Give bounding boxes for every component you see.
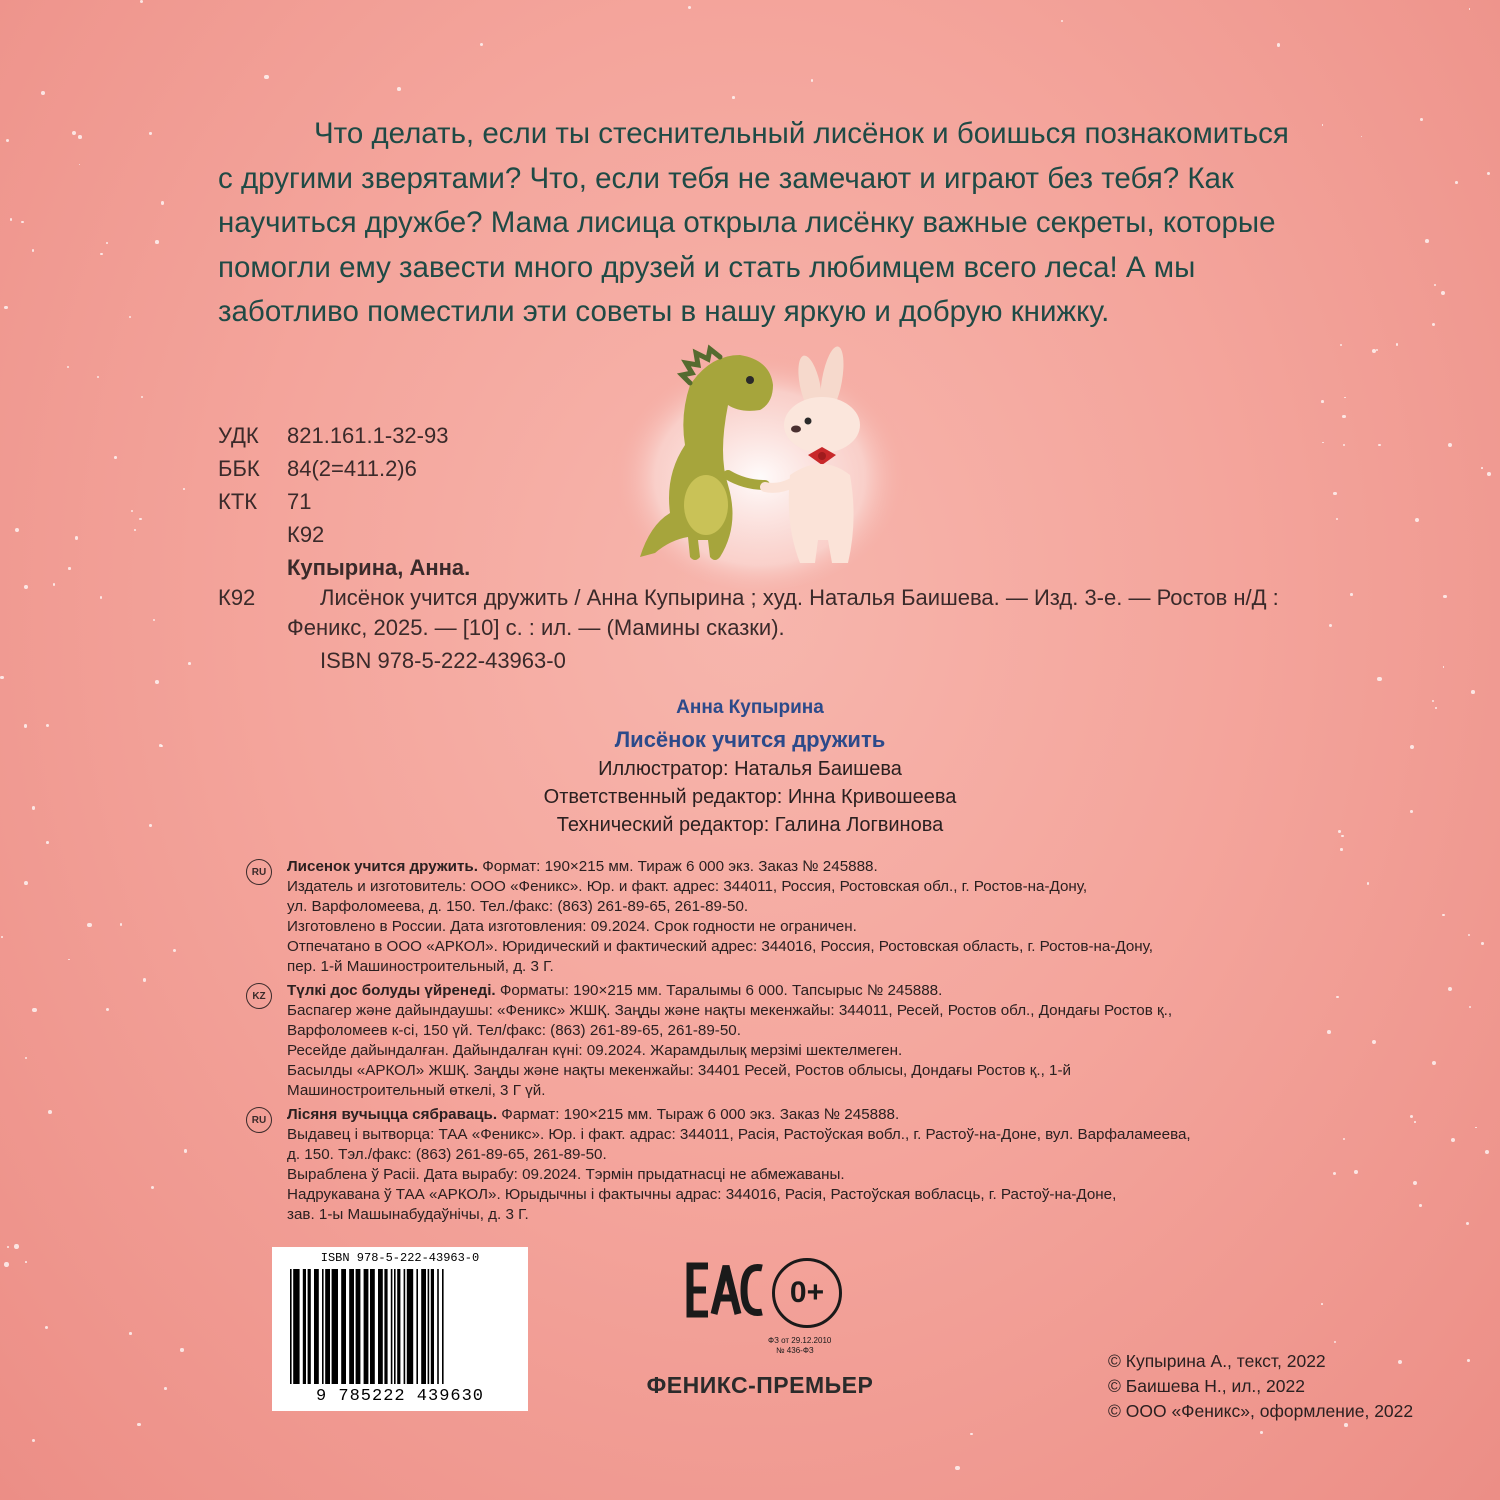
sparkle-dot	[1350, 593, 1353, 596]
ktk-value: 71	[287, 489, 312, 514]
barcode-bar	[378, 1269, 383, 1384]
sparkle-dot	[72, 131, 76, 135]
sparkle-dot	[1361, 136, 1363, 138]
sparkle-dot	[134, 529, 136, 531]
sparkle-dot	[1372, 349, 1376, 353]
sparkle-dot	[1485, 1150, 1489, 1154]
sparkle-dot	[1419, 1204, 1422, 1207]
bbk-label: ББК	[218, 456, 260, 481]
legal-title: Лисенок учится дружить.	[287, 858, 478, 875]
legal-line: Баспагер және дайындаушы: «Феникс» ЖШҚ. Заңды және нақты мекенжайы: 344011, Ресей, Ростов обл., Дондағы Ростов қ.,	[287, 1002, 1173, 1019]
sparkle-dot	[1469, 1006, 1471, 1008]
legal-title: Лісяня вучыцца сябраваць.	[287, 1106, 498, 1123]
sparkle-dot	[153, 619, 155, 621]
sparkle-dot	[264, 75, 268, 79]
imprint-title: Лисёнок учится дружить	[614, 727, 886, 752]
sparkle-dot	[24, 881, 28, 885]
sparkle-dot	[161, 745, 164, 748]
sparkle-dot	[1396, 343, 1398, 345]
sparkle-dot	[4, 1262, 8, 1266]
sparkle-dot	[1432, 323, 1435, 326]
sparkle-dot	[1398, 1360, 1402, 1364]
sparkle-dot	[106, 242, 108, 244]
sparkle-dot	[1336, 996, 1338, 998]
copyright-design: © ООО «Феникс», оформление, 2022	[1108, 1401, 1414, 1421]
sparkle-dot	[46, 724, 49, 727]
bibliography-sign: К92	[218, 585, 256, 610]
sparkle-dot	[1448, 987, 1452, 991]
sparkle-dot	[149, 824, 152, 827]
barcode-digits: 9 785222 439630	[315, 1387, 485, 1406]
sparkle-dot	[1277, 43, 1280, 46]
sparkle-dot	[114, 456, 117, 459]
sparkle-dot	[1321, 1303, 1323, 1305]
sparkle-dot	[1414, 1121, 1416, 1123]
sparkle-dot	[480, 43, 483, 46]
sparkle-dot	[1425, 239, 1429, 243]
sparkle-dot	[45, 1326, 48, 1329]
author-sign: К92	[287, 522, 325, 547]
sparkle-dot	[1378, 444, 1381, 447]
legal-line: Изготовлено в России. Дата изготовления: 09.2024. Срок годности не ограничен.	[287, 918, 857, 935]
sparkle-dot	[1333, 492, 1336, 495]
sparkle-dot	[46, 841, 49, 844]
barcode-bar	[332, 1269, 338, 1384]
sparkle-dot	[140, 0, 143, 3]
language-badge-ru: RU	[246, 859, 272, 885]
sparkle-dot	[183, 488, 185, 490]
sparkle-dot	[1466, 1222, 1469, 1225]
sparkle-dot	[32, 1439, 35, 1442]
sparkle-dot	[129, 1332, 132, 1335]
sparkle-dot	[67, 366, 70, 369]
eac-mark-icon	[686, 1260, 766, 1320]
ktk-label: КТК	[218, 489, 258, 514]
barcode-bar	[370, 1269, 375, 1384]
barcode-bar	[394, 1269, 396, 1384]
barcode-bar	[404, 1269, 406, 1384]
barcode-bar	[421, 1269, 426, 1384]
sparkle-dot	[1475, 1127, 1477, 1129]
sparkle-dot	[1471, 690, 1475, 694]
sparkle-dot	[732, 96, 735, 99]
sparkle-dot	[78, 135, 82, 139]
sparkle-dot	[1322, 442, 1324, 444]
udk-label: УДК	[218, 423, 259, 448]
sparkle-dot	[1468, 934, 1470, 936]
sparkle-dot	[68, 959, 70, 961]
sparkle-dot	[79, 164, 81, 166]
legal-line: пер. 1-й Машиностроительный, д. 3 Г.	[287, 958, 554, 975]
barcode-bar	[364, 1269, 369, 1384]
sparkle-dot	[1367, 882, 1370, 885]
barcode-bar	[314, 1269, 319, 1384]
sparkle-dot	[25, 1261, 27, 1263]
age-rating-law: № 436-ФЗ	[776, 1346, 814, 1355]
barcode-bar	[322, 1269, 324, 1384]
sparkle-dot	[1467, 1359, 1470, 1362]
sparkle-dot	[1469, 8, 1471, 10]
sparkle-dot	[155, 680, 159, 684]
barcode-bar	[356, 1269, 361, 1384]
sparkle-dot	[14, 1244, 18, 1248]
language-badge-kz: KZ	[246, 983, 272, 1009]
legal-line: зав. 1-ы Машынабудаўнічы, д. 3 Г.	[287, 1206, 529, 1223]
copyright-text: © Купырина А., текст, 2022	[1108, 1351, 1326, 1371]
imprint-illustrator: Иллюстратор: Наталья Баишева	[598, 758, 902, 780]
copyright-illustrations: © Баишева Н., ил., 2022	[1108, 1376, 1305, 1396]
sparkle-dot	[1415, 518, 1419, 522]
barcode-bar	[391, 1269, 393, 1384]
barcode-bar	[303, 1269, 306, 1384]
sparkle-dot	[24, 724, 27, 727]
barcode-bar	[290, 1269, 292, 1384]
legal-line: Форматы: 190×215 мм. Таралымы 6 000. Тапсырыс № 245888.	[495, 982, 943, 999]
legal-line: ул. Варфоломеева, д. 150. Тел./факс: (863) 261-89-65, 261-89-50.	[287, 898, 749, 915]
barcode-bar	[431, 1269, 434, 1384]
sparkle-dot	[100, 253, 102, 255]
sparkle-dot	[1410, 745, 1414, 749]
sparkle-dot	[397, 87, 401, 91]
sparkle-dot	[53, 583, 55, 585]
sparkle-dot	[955, 1466, 959, 1470]
sparkle-dot	[1432, 700, 1434, 702]
sparkle-dot	[1442, 914, 1445, 917]
barcode-bar	[349, 1269, 354, 1384]
bibliography-author: Купырина, Анна.	[287, 555, 471, 580]
sparkle-dot	[1340, 848, 1342, 850]
sparkle-dot	[143, 978, 147, 982]
sparkle-dot	[1260, 1431, 1263, 1434]
sparkle-dot	[1340, 344, 1342, 346]
sparkle-dot	[1420, 118, 1423, 121]
sparkle-dot	[15, 528, 19, 532]
barcode-bar	[308, 1269, 311, 1384]
sparkle-dot	[1455, 181, 1458, 184]
bibliography-isbn: ISBN 978-5-222-43963-0	[320, 648, 566, 673]
annotation-text	[218, 112, 1298, 335]
imprint-author: Анна Купырина	[676, 697, 824, 718]
legal-line: Выдавец і вытворца: ТАА «Феникс». Юр. і факт. адрас: 344011, Расія, Растоўская вобл., г. Растоў-на-Доне, вул. Варфаламеева,	[287, 1126, 1191, 1143]
sparkle-dot	[1372, 1040, 1376, 1044]
sparkle-dot	[1432, 1061, 1436, 1065]
barcode-bar	[407, 1269, 413, 1384]
barcode-bar	[341, 1269, 346, 1384]
sparkle-dot	[1061, 20, 1063, 22]
legal-block-kz	[287, 981, 1287, 1101]
legal-line: Машиностроительный өткелі, 3 Г үй.	[287, 1082, 546, 1099]
sparkle-dot	[75, 536, 79, 540]
sparkle-dot	[1336, 518, 1339, 521]
sparkle-dot	[100, 596, 102, 598]
barcode-bar	[416, 1269, 418, 1384]
legal-block-by	[287, 1105, 1287, 1225]
sparkle-dot	[131, 510, 133, 512]
sparkle-dot	[1443, 595, 1447, 599]
udk-value: 821.161.1-32-93	[287, 423, 449, 448]
sparkle-dot	[32, 249, 34, 251]
sparkle-dot	[48, 1110, 52, 1114]
sparkle-dot	[4, 306, 7, 309]
barcode-bar	[325, 1269, 330, 1384]
legal-line: Ресейде дайындалған. Дайындалған күні: 09.2024. Жарамдылық мерзімі шектелмеген.	[287, 1042, 903, 1059]
sparkle-dot	[1344, 397, 1346, 399]
sparkle-dot	[1327, 1030, 1331, 1034]
barcode-bar	[442, 1269, 444, 1384]
barcode-bar	[384, 1269, 387, 1384]
sparkle-dot	[141, 396, 143, 398]
sparkle-dot	[1441, 291, 1445, 295]
legal-title: Түлкі дос болуды үйренеді.	[287, 982, 496, 999]
sparkle-dot	[129, 316, 131, 318]
imprint-editor: Ответственный редактор: Инна Кривошеева	[543, 786, 957, 808]
sparkle-dot	[188, 662, 191, 665]
legal-line: Выраблена ў Расіі. Дата вырабу: 09.2024. Тэрмін прыдатнасці не абмежаваны.	[287, 1166, 845, 1183]
bbk-value: 84(2=411.2)6	[287, 456, 417, 481]
sparkle-dot	[1487, 472, 1491, 476]
legal-line: Фармат: 190×215 мм. Тыраж 6 000 экз. Заказ № 245888.	[497, 1106, 900, 1123]
sparkle-dot	[173, 949, 176, 952]
sparkle-dot	[139, 518, 142, 521]
sparkle-dot	[25, 1057, 27, 1059]
sparkle-dot	[1344, 1423, 1348, 1427]
legal-line: Надрукавана ў ТАА «АРКОЛ». Юрыдычны і фактычны адрас: 344016, Расія, Растоўская вобласць, г. Растоў-на-Доне,	[287, 1186, 1117, 1203]
language-badge-by: RU	[246, 1107, 272, 1133]
sparkle-dot	[1410, 1115, 1413, 1118]
sparkle-dot	[164, 1387, 167, 1390]
sparkle-dot	[1333, 1172, 1336, 1175]
sparkle-dot	[1481, 942, 1484, 945]
sparkle-dot	[155, 240, 159, 244]
sparkle-dot	[1376, 349, 1378, 351]
sparkle-dot	[1343, 1138, 1345, 1140]
sparkle-dot	[1435, 707, 1437, 709]
legal-line: Отпечатано в ООО «АРКОЛ». Юридический и фактический адрес: 344016, Россия, Ростовская область, г. Ростов-на-Дону,	[287, 938, 1153, 955]
legal-line: д. 150. Тэл./факс: (863) 261-89-65, 261-89-50.	[287, 1146, 607, 1163]
sparkle-dot	[1413, 1181, 1417, 1185]
publisher-logo: ФЕНИКС-ПРЕМЬЕР	[646, 1372, 874, 1398]
sparkle-dot	[811, 79, 814, 82]
sparkle-dot	[1343, 444, 1345, 446]
sparkle-dot	[1, 936, 3, 938]
sparkle-dot	[149, 132, 151, 134]
sparkle-dot	[68, 567, 70, 569]
legal-line: Издатель и изготовитель: ООО «Феникс». Юр. и факт. адрес: 344011, Россия, Ростовская обл., г. Ростов-на-Дону,	[287, 878, 1088, 895]
imprint-tech-editor: Технический редактор: Галина Логвинова	[556, 814, 944, 836]
sparkle-dot	[1410, 810, 1413, 813]
sparkle-dot	[7, 1246, 9, 1248]
legal-line: Формат: 190×215 мм. Тираж 6 000 экз. Заказ № 245888.	[477, 858, 878, 875]
sparkle-dot	[24, 585, 28, 589]
sparkle-dot	[1341, 835, 1344, 838]
barcode-bar	[437, 1269, 439, 1384]
sparkle-dot	[1354, 1170, 1358, 1174]
sparkle-dot	[1329, 624, 1332, 627]
sparkle-dot	[120, 923, 123, 926]
sparkle-dot	[151, 1186, 154, 1189]
bibliography-line: Феникс, 2025. — [10] с. : ил. — (Мамины сказки).	[287, 615, 785, 640]
sparkle-dot	[1481, 467, 1483, 469]
sparkle-dot	[161, 201, 165, 205]
sparkle-dot	[10, 218, 12, 220]
sparkle-dot	[180, 1348, 183, 1351]
sparkle-dot	[21, 221, 23, 223]
sparkle-dot	[32, 806, 36, 810]
sparkle-dot	[1487, 172, 1490, 175]
sparkle-dot	[1338, 830, 1341, 833]
bibliography-line: Лисёнок учится дружить / Анна Купырина ; худ. Наталья Баишева. — Изд. 3-е. — Ростов н/Д :	[320, 585, 1279, 610]
legal-line: Басылды «АРКОЛ» ЖШҚ. Заңды және нақты мекенжайы: 34401 Ресей, Ростов облысы, Дондағы Ростов қ., 1-й	[287, 1062, 1072, 1079]
legal-line: Варфоломеев к-сі, 150 үй. Тел/факс: (863) 261-89-65, 261-89-50.	[287, 1022, 741, 1039]
sparkle-dot	[1342, 415, 1346, 419]
sparkle-dot	[688, 6, 691, 9]
legal-block-ru	[287, 857, 1287, 977]
dinosaur-and-bunny-illustration	[610, 325, 910, 590]
barcode-bar	[293, 1269, 299, 1384]
sparkle-dot	[0, 676, 4, 680]
barcode-bar	[397, 1269, 400, 1384]
sparkle-dot	[1321, 400, 1324, 403]
barcode-bar	[428, 1269, 430, 1384]
sparkle-dot	[41, 91, 45, 95]
sparkle-dot	[184, 1149, 188, 1153]
sparkle-dot	[97, 376, 99, 378]
sparkle-dot	[1443, 666, 1445, 668]
sparkle-dot	[6, 139, 9, 142]
isbn-barcode	[272, 1247, 528, 1411]
age-rating-badge: 0+	[772, 1258, 842, 1328]
sparkle-dot	[1434, 284, 1437, 287]
sparkle-dot	[87, 923, 91, 927]
sparkle-dot	[1334, 1341, 1336, 1343]
sparkle-dot	[1322, 124, 1324, 126]
barcode-isbn-text: ISBN 978-5-222-43963-0	[320, 1251, 480, 1265]
sparkle-dot	[137, 1423, 140, 1426]
sparkle-dot	[1377, 677, 1381, 681]
age-rating-law: ФЗ от 29.12.2010	[768, 1336, 832, 1345]
sparkle-dot	[1448, 443, 1452, 447]
sparkle-dot	[970, 1433, 972, 1435]
sparkle-dot	[106, 1008, 109, 1011]
sparkle-dot	[1451, 1138, 1455, 1142]
sparkle-dot	[32, 1008, 36, 1012]
annotation-paragraph: Что делать, если ты стеснительный лисёнок и боишься познакомиться с другими зверятами? Что, если тебя не замечают и играют без тебя? Как научиться дружбе? Мама лисица открыла лисёнку важные секреты, которые помогли ему завести много друзей и стать любимцем всего леса! А мы заботливо поместили эти советы в нашу яркую и добрую книжку.	[218, 117, 1289, 328]
